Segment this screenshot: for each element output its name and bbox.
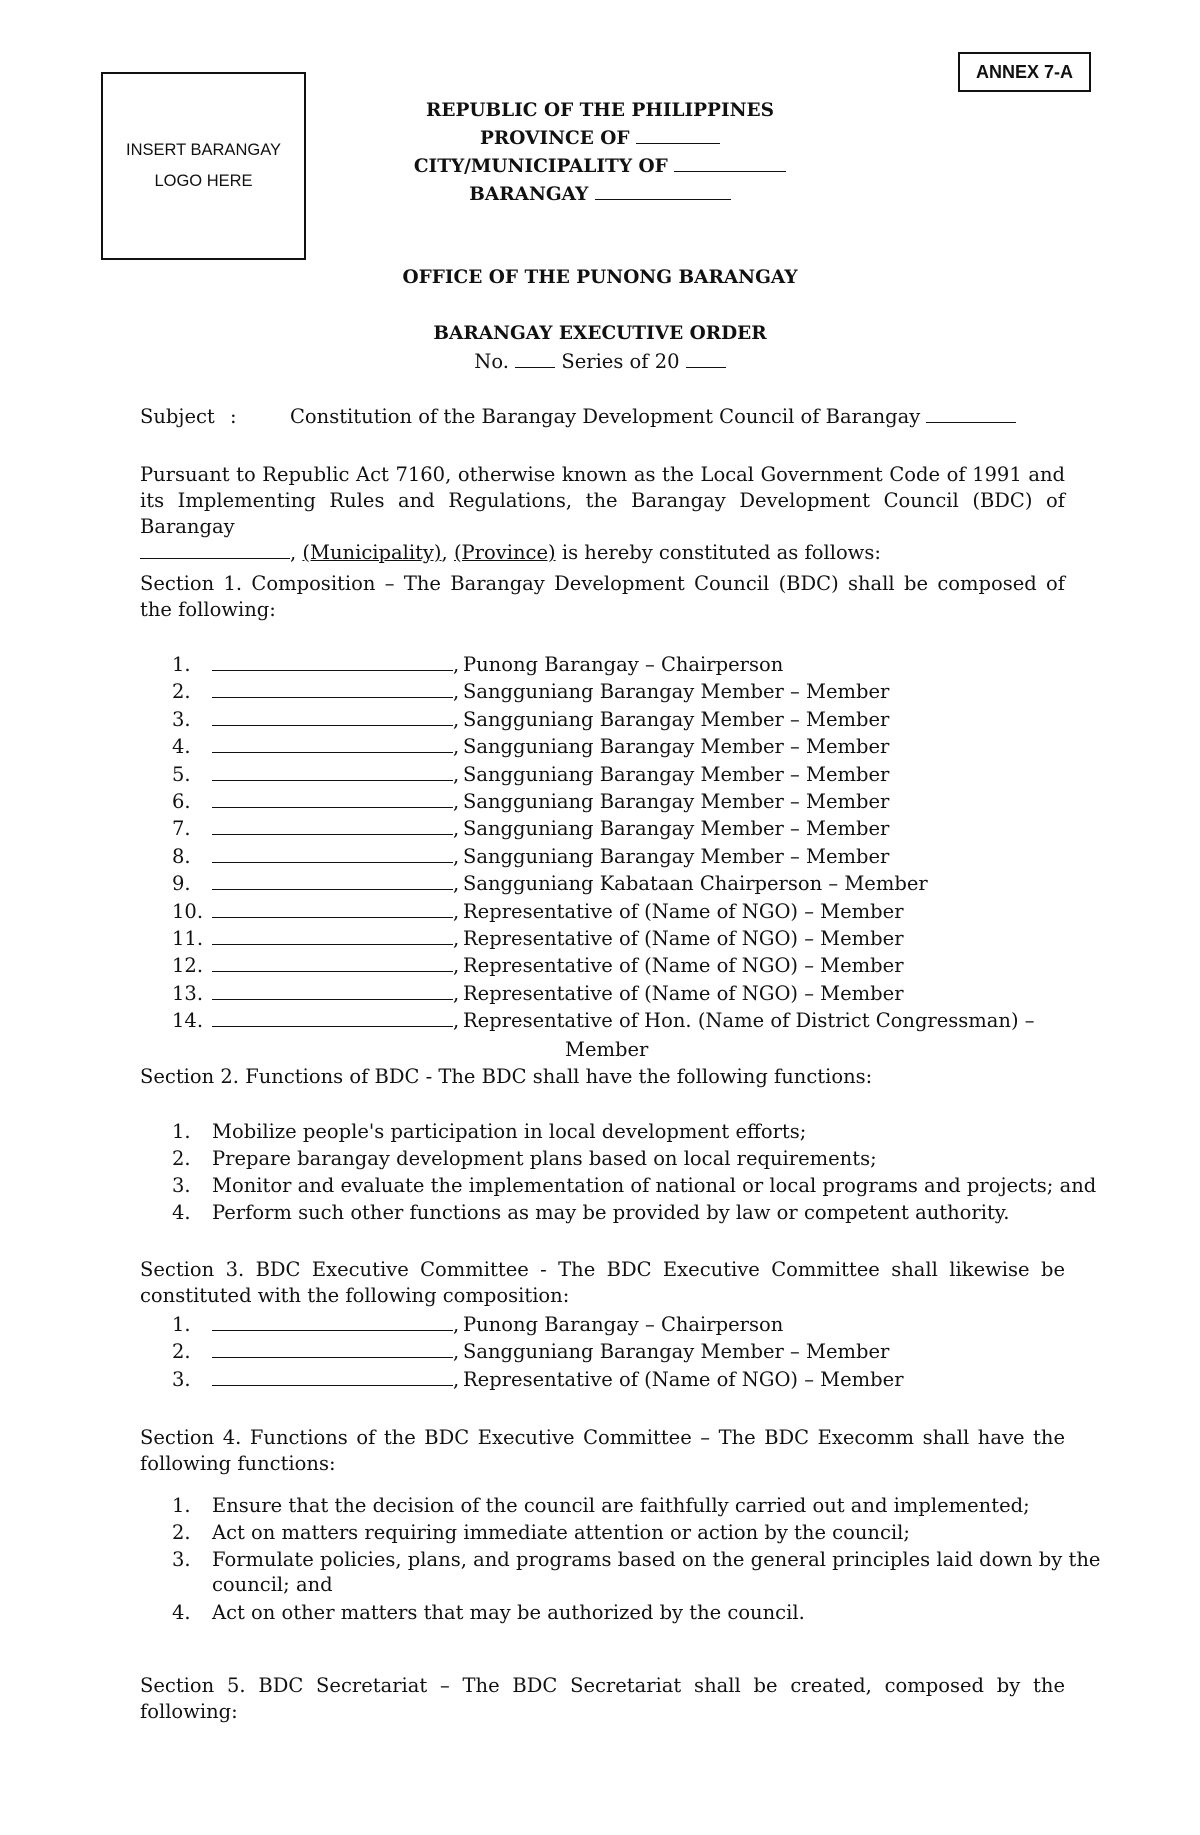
section4-heading: Section 4. Functions of the BDC Executive Committee – The BDC Execomm shall have the following functions: xyxy=(140,1426,1065,1475)
list-item xyxy=(140,1118,1100,1145)
list-item xyxy=(140,1571,1100,1598)
list-item xyxy=(140,1546,1100,1573)
member-role: Sangguniang Barangay Member – Member xyxy=(463,1340,890,1364)
section5-heading: Section 5. BDC Secretariat – The BDC Secretariat shall be created, composed by the following: xyxy=(140,1674,1065,1723)
section2-heading: Section 2. Functions of BDC - The BDC shall have the following functions: xyxy=(140,1065,873,1088)
comma: , xyxy=(453,1313,460,1336)
name-blank xyxy=(212,725,453,726)
name-blank xyxy=(212,807,453,808)
name-blank xyxy=(212,889,453,890)
item-number: 4. xyxy=(172,1201,191,1224)
province-blank xyxy=(636,127,720,144)
member-role: Sangguniang Barangay Member – Member xyxy=(463,762,890,786)
list-item xyxy=(140,1599,1100,1626)
name-blank xyxy=(212,971,453,972)
list-item xyxy=(140,1492,1100,1519)
member-role: Sangguniang Kabataan Chairperson – Member xyxy=(463,872,928,896)
comma: , xyxy=(453,1367,460,1391)
header-city: CITY/MUNICIPALITY OF xyxy=(0,155,1200,177)
item-number: 3. xyxy=(172,707,191,731)
subject-label: Subject xyxy=(140,405,215,428)
member-row xyxy=(140,1311,1100,1338)
item-number: 6. xyxy=(172,790,191,813)
member-role: Representative of (Name of NGO) – Member xyxy=(463,981,904,1005)
member-role: Sangguniang Barangay Member – Member xyxy=(463,707,890,731)
item-number: 1. xyxy=(172,653,191,676)
comma: , xyxy=(453,1009,460,1033)
comma: , xyxy=(453,981,460,1005)
member-continuation: Member xyxy=(565,1038,649,1061)
member-row xyxy=(140,870,1100,897)
name-blank xyxy=(212,697,453,698)
item-number: 4. xyxy=(172,1601,191,1624)
item-text: Act on matters requiring immediate attention or action by the council; xyxy=(212,1521,910,1544)
member-row xyxy=(140,1338,1100,1365)
item-number: 4. xyxy=(172,735,191,759)
list-item xyxy=(140,1145,1100,1172)
comma: , xyxy=(453,735,460,759)
name-blank xyxy=(212,780,453,781)
list-item xyxy=(140,1199,1100,1226)
order-title: BARANGAY EXECUTIVE ORDER xyxy=(433,323,767,344)
item-number: 2. xyxy=(172,1521,191,1544)
barangay-blank xyxy=(595,183,731,200)
member-row xyxy=(140,925,1100,952)
item-text: Formulate policies, plans, and programs based on the general principles laid down by the xyxy=(212,1548,1101,1571)
name-blank xyxy=(212,752,453,753)
member-row xyxy=(140,733,1100,760)
comma: , xyxy=(453,680,460,704)
item-number: 14. xyxy=(172,1009,204,1033)
member-row xyxy=(140,706,1100,733)
item-number: 8. xyxy=(172,844,191,868)
comma: , xyxy=(453,1340,460,1364)
comma: , xyxy=(453,927,460,950)
member-row xyxy=(140,1007,1100,1034)
subject-colon: : xyxy=(230,405,237,428)
item-number: 13. xyxy=(172,981,204,1005)
item-number: 9. xyxy=(172,872,191,896)
order-number-blank xyxy=(515,351,555,368)
name-blank xyxy=(212,862,453,863)
office-title: OFFICE OF THE PUNONG BARANGAY xyxy=(402,267,798,288)
province-placeholder: (Province) xyxy=(453,541,556,564)
subject-blank xyxy=(926,406,1016,423)
header-republic: REPUBLIC OF THE PHILIPPINES xyxy=(425,100,774,121)
name-blank xyxy=(212,944,453,945)
name-blank xyxy=(212,917,453,918)
member-row xyxy=(140,788,1100,815)
member-row xyxy=(140,815,1100,842)
member-role: Sangguniang Barangay Member – Member xyxy=(463,844,890,868)
name-blank xyxy=(212,1385,453,1386)
pursuant-paragraph: Pursuant to Republic Act 7160, otherwise known as the Local Government Code of 1991 and its Implementing Rules and Regulations, the Barangay Development Council (BDC) of Barangay , (Municipality), (Province) is hereby constituted as follows: xyxy=(140,463,1065,564)
item-text: Mobilize people's participation in local development efforts; xyxy=(212,1120,807,1143)
list-item xyxy=(140,1519,1100,1546)
list-item xyxy=(140,1172,1100,1199)
item-number: 11. xyxy=(172,927,204,950)
comma: , xyxy=(453,790,460,813)
item-number: 3. xyxy=(172,1174,191,1197)
section1-heading: Section 1. Composition – The Barangay Development Council (BDC) shall be composed of the following: xyxy=(140,572,1065,621)
comma: , xyxy=(453,653,460,676)
member-row xyxy=(140,843,1100,870)
name-blank xyxy=(212,1357,453,1358)
name-blank xyxy=(212,1330,453,1331)
member-row xyxy=(140,952,1100,979)
item-number: 1. xyxy=(172,1120,191,1143)
item-text: council; and xyxy=(212,1573,333,1596)
subject-line xyxy=(140,405,1100,432)
member-row xyxy=(140,761,1100,788)
header-barangay: BARANGAY xyxy=(0,183,1200,205)
logo-placeholder-line2: LOGO HERE xyxy=(154,172,253,190)
comma: , xyxy=(453,707,460,731)
member-role: Sangguniang Barangay Member – Member xyxy=(463,817,890,841)
item-number: 10. xyxy=(172,899,204,923)
comma: , xyxy=(453,844,460,868)
member-role: Punong Barangay – Chairperson xyxy=(463,1313,784,1336)
member-row xyxy=(140,678,1100,705)
item-text: Ensure that the decision of the council are faithfully carried out and implemented; xyxy=(212,1494,1030,1517)
municipality-placeholder: (Municipality) xyxy=(302,541,442,564)
name-blank xyxy=(212,999,453,1000)
item-text: Act on other matters that may be authorized by the council. xyxy=(212,1601,805,1624)
item-number: 2. xyxy=(172,1340,191,1364)
member-row xyxy=(140,1366,1100,1393)
item-text: Perform such other functions as may be provided by law or competent authority. xyxy=(212,1201,1010,1224)
member-row xyxy=(140,980,1100,1007)
name-blank xyxy=(212,1026,453,1027)
member-row xyxy=(140,651,1100,678)
item-number: 3. xyxy=(172,1548,191,1571)
section3-heading: Section 3. BDC Executive Committee - The BDC Executive Committee shall likewise be constituted with the following composition: xyxy=(140,1258,1065,1307)
item-number: 1. xyxy=(172,1313,191,1336)
comma: , xyxy=(453,872,460,896)
name-blank xyxy=(212,834,453,835)
member-role: Representative of Hon. (Name of District Congressman) – xyxy=(463,1009,1035,1033)
item-text: Monitor and evaluate the implementation of national or local programs and projects; and xyxy=(212,1174,1097,1197)
member-role: Representative of (Name of NGO) – Member xyxy=(463,1367,904,1391)
item-number: 7. xyxy=(172,817,191,841)
item-number: 2. xyxy=(172,1147,191,1170)
item-text: Prepare barangay development plans based on local requirements; xyxy=(212,1147,877,1170)
member-role: Representative of (Name of NGO) – Member xyxy=(463,954,904,978)
comma: , xyxy=(453,954,460,978)
member-role: Sangguniang Barangay Member – Member xyxy=(463,735,890,759)
logo-placeholder-line1: INSERT BARANGAY xyxy=(126,141,281,159)
member-role: Sangguniang Barangay Member – Member xyxy=(463,680,890,704)
member-role: Representative of (Name of NGO) – Member xyxy=(463,927,904,950)
order-number: No. Series of 20 xyxy=(0,350,1200,373)
comma: , xyxy=(453,762,460,786)
member-row xyxy=(140,898,1100,925)
member-role: Punong Barangay – Chairperson xyxy=(463,653,784,676)
comma: , xyxy=(453,899,460,923)
subject-text: Constitution of the Barangay Development Council of Barangay xyxy=(290,405,1016,428)
item-number: 2. xyxy=(172,680,191,704)
member-role: Representative of (Name of NGO) – Member xyxy=(463,899,904,923)
pursuant-barangay-blank xyxy=(140,542,290,559)
item-number: 5. xyxy=(172,762,191,786)
comma: , xyxy=(453,817,460,841)
city-blank xyxy=(674,155,786,172)
item-number: 12. xyxy=(172,954,204,978)
name-blank xyxy=(212,670,453,671)
header-province: PROVINCE OF xyxy=(0,127,1200,149)
item-number: 3. xyxy=(172,1367,191,1391)
item-number: 1. xyxy=(172,1494,191,1517)
member-role: Sangguniang Barangay Member – Member xyxy=(463,790,890,813)
annex-label: ANNEX 7-A xyxy=(958,52,1091,92)
series-year-blank xyxy=(686,351,726,368)
